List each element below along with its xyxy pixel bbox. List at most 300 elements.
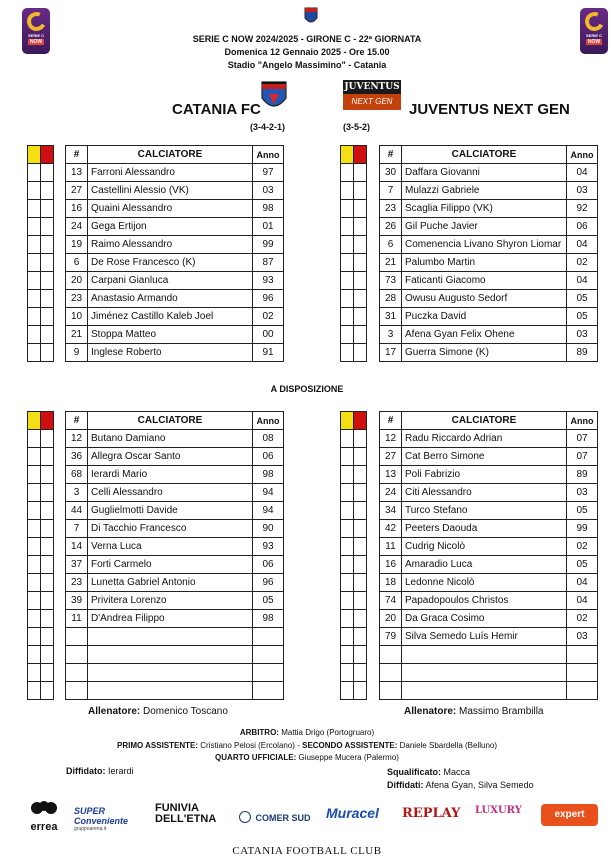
player-year: 07 [567, 430, 598, 448]
red-card-cell [354, 430, 367, 448]
red-card-cell [354, 610, 367, 628]
player-name: Butano Damiano [88, 430, 253, 448]
player-num: 23 [380, 200, 402, 218]
card-row [28, 502, 54, 520]
yellow-card-cell [28, 484, 41, 502]
table-row [66, 466, 284, 484]
player-year: 89 [567, 344, 598, 362]
player-name: Poli Fabrizio [402, 466, 567, 484]
red-card-cell [354, 326, 367, 344]
table-row [66, 218, 284, 236]
away-starters-table [379, 145, 598, 362]
player-name: Mulazzi Gabriele [402, 182, 567, 200]
player-year: 03 [567, 182, 598, 200]
player-name: Gega Ertijon [88, 218, 253, 236]
yellow-card-cell [28, 182, 41, 200]
card-row [341, 610, 367, 628]
card-row [341, 254, 367, 272]
yellow-card-cell [341, 484, 354, 502]
yellow-card-cell [28, 326, 41, 344]
red-card-cell [354, 200, 367, 218]
sponsor-comersud [239, 808, 310, 826]
player-num [380, 646, 402, 664]
assistant2-label: SECONDO ASSISTENTE: [302, 741, 398, 750]
card-row [28, 466, 54, 484]
player-num: 6 [66, 254, 88, 272]
assistant2-name: Daniele Sbardella (Belluno) [399, 741, 498, 750]
card-row [28, 682, 54, 700]
yellow-card-cell [28, 254, 41, 272]
red-card-header [41, 412, 54, 430]
player-num: 13 [66, 164, 88, 182]
card-row [28, 628, 54, 646]
player-year: 07 [567, 448, 598, 466]
card-row [28, 430, 54, 448]
player-year: 03 [567, 484, 598, 502]
yellow-card-cell [28, 308, 41, 326]
sponsor-replay: REPLAY [402, 806, 461, 821]
player-year: 04 [567, 164, 598, 182]
away-squalified [387, 767, 470, 777]
card-row [341, 556, 367, 574]
player-num: 7 [380, 182, 402, 200]
sponsor-sub: gruppoarena.it [74, 826, 107, 832]
red-card-cell [41, 182, 54, 200]
player-year: 96 [253, 290, 284, 308]
red-card-cell [354, 218, 367, 236]
table-row [380, 448, 598, 466]
next-gen-logo-text: NEXT GEN [351, 97, 393, 106]
red-card-cell [354, 236, 367, 254]
player-name: Cat Berro Simone [402, 448, 567, 466]
table-row [380, 466, 598, 484]
red-card-cell [41, 430, 54, 448]
player-num: 6 [380, 236, 402, 254]
header-year: Anno [567, 412, 598, 430]
player-year: 92 [567, 200, 598, 218]
card-row [341, 272, 367, 290]
player-year: 90 [253, 520, 284, 538]
player-num: 20 [380, 610, 402, 628]
red-card-cell [41, 646, 54, 664]
table-row [380, 556, 598, 574]
player-num: 13 [380, 466, 402, 484]
player-name: Afena Gyan Felix Ohene [402, 326, 567, 344]
card-row [28, 412, 54, 430]
player-num: 34 [380, 502, 402, 520]
table-row [380, 574, 598, 592]
player-year: 04 [567, 574, 598, 592]
table-row [66, 200, 284, 218]
player-year: 02 [567, 538, 598, 556]
yellow-card-header [28, 412, 41, 430]
red-card-cell [354, 290, 367, 308]
player-year: 06 [567, 218, 598, 236]
player-num: 68 [66, 466, 88, 484]
red-card-cell [41, 254, 54, 272]
table-row [380, 308, 598, 326]
yellow-card-cell [341, 664, 354, 682]
yellow-card-cell [28, 290, 41, 308]
yellow-card-cell [28, 344, 41, 362]
player-num [380, 682, 402, 700]
yellow-card-cell [341, 592, 354, 610]
sponsor-label: COMER SUD [255, 813, 311, 823]
card-row [341, 484, 367, 502]
player-year: 05 [567, 290, 598, 308]
sponsor-label: errea [30, 821, 58, 833]
player-name: Guerra Simone (K) [402, 344, 567, 362]
player-num: 30 [380, 164, 402, 182]
away-starters-cards [340, 145, 367, 362]
yellow-card-cell [28, 538, 41, 556]
diffidati-names: Ierardi [108, 766, 134, 776]
card-row [28, 308, 54, 326]
player-year [253, 682, 284, 700]
red-card-cell [41, 610, 54, 628]
yellow-card-cell [341, 218, 354, 236]
home-subs-table [65, 411, 284, 700]
red-card-cell [41, 236, 54, 254]
player-num [66, 646, 88, 664]
yellow-card-cell [341, 556, 354, 574]
red-card-cell [354, 592, 367, 610]
player-year: 06 [253, 448, 284, 466]
red-card-cell [354, 448, 367, 466]
c-ring-icon [582, 9, 606, 33]
table-row [380, 326, 598, 344]
table-row [66, 592, 284, 610]
card-row [341, 236, 367, 254]
coach-name: Domenico Toscano [143, 706, 228, 717]
player-name: Ledonne Nicolò [402, 574, 567, 592]
player-num: 74 [380, 592, 402, 610]
referee-label: ARBITRO: [239, 728, 279, 737]
red-card-cell [354, 164, 367, 182]
logo-text: SERIE C [585, 33, 602, 38]
player-year: 03 [567, 628, 598, 646]
card-row [341, 308, 367, 326]
fourth-official-line [0, 753, 614, 762]
table-row [66, 308, 284, 326]
red-card-cell [41, 484, 54, 502]
player-year: 99 [567, 520, 598, 538]
yellow-card-cell [341, 290, 354, 308]
player-num: 28 [380, 290, 402, 308]
player-name: Da Graca Cosimo [402, 610, 567, 628]
card-row [28, 146, 54, 164]
card-row [341, 182, 367, 200]
card-row [28, 592, 54, 610]
yellow-card-cell [341, 182, 354, 200]
table-row [380, 520, 598, 538]
yellow-card-cell [341, 254, 354, 272]
player-year: 98 [253, 466, 284, 484]
table-row [66, 344, 284, 362]
player-num: 39 [66, 592, 88, 610]
player-name [402, 664, 567, 682]
yellow-card-cell [341, 308, 354, 326]
player-year: 02 [567, 254, 598, 272]
player-year: 05 [567, 308, 598, 326]
sponsor-funivia: FUNIVIA DELL'ETNA [155, 802, 217, 825]
red-card-cell [41, 466, 54, 484]
table-row [380, 502, 598, 520]
player-name: Scaglia Filippo (VK) [402, 200, 567, 218]
card-row [28, 182, 54, 200]
header-num: # [66, 146, 88, 164]
yellow-card-cell [28, 236, 41, 254]
card-row [341, 574, 367, 592]
player-year: 03 [253, 182, 284, 200]
yellow-card-cell [341, 344, 354, 362]
player-name: Di Tacchio Francesco [88, 520, 253, 538]
logo-now: NOW [29, 39, 43, 45]
table-row [380, 646, 598, 664]
player-name: Gil Puche Javier [402, 218, 567, 236]
yellow-card-cell [341, 502, 354, 520]
player-num: 11 [66, 610, 88, 628]
card-row [341, 682, 367, 700]
card-row [341, 326, 367, 344]
player-year: 93 [253, 272, 284, 290]
player-num: 73 [380, 272, 402, 290]
player-num: 44 [66, 502, 88, 520]
table-row [66, 610, 284, 628]
card-row [341, 520, 367, 538]
yellow-card-cell [28, 448, 41, 466]
table-row [380, 200, 598, 218]
vw-logo-icon [239, 811, 251, 823]
red-card-cell [354, 628, 367, 646]
player-name: Raimo Alessandro [88, 236, 253, 254]
player-name: Citi Alessandro [402, 484, 567, 502]
player-num: 16 [380, 556, 402, 574]
player-year [567, 646, 598, 664]
card-row [28, 200, 54, 218]
red-card-cell [41, 592, 54, 610]
player-num: 36 [66, 448, 88, 466]
juve-logo-text: JUVENTUS [344, 82, 400, 92]
yellow-card-cell [341, 574, 354, 592]
yellow-card-cell [28, 664, 41, 682]
player-name: Celli Alessandro [88, 484, 253, 502]
yellow-card-cell [341, 610, 354, 628]
card-row [341, 430, 367, 448]
away-subs-cards [340, 411, 367, 700]
yellow-card-header [341, 146, 354, 164]
red-card-cell [354, 538, 367, 556]
table-header-row [66, 146, 284, 164]
red-card-cell [354, 502, 367, 520]
player-name: Castellini Alessio (VK) [88, 182, 253, 200]
player-year [253, 628, 284, 646]
player-name: Owusu Augusto Sedorf [402, 290, 567, 308]
player-name: Quaini Alessandro [88, 200, 253, 218]
table-header-row [380, 146, 598, 164]
player-name [402, 682, 567, 700]
card-row [28, 164, 54, 182]
table-row [66, 272, 284, 290]
player-num: 23 [66, 290, 88, 308]
player-year: 00 [253, 326, 284, 344]
player-num: 16 [66, 200, 88, 218]
player-name: Privitera Lorenzo [88, 592, 253, 610]
player-num: 21 [66, 326, 88, 344]
home-team-name: CATANIA FC [172, 101, 261, 118]
player-name: Inglese Roberto [88, 344, 253, 362]
table-row [380, 254, 598, 272]
yellow-card-cell [341, 538, 354, 556]
table-row [66, 254, 284, 272]
card-row [341, 344, 367, 362]
card-row [341, 538, 367, 556]
red-card-cell [354, 682, 367, 700]
table-row [380, 610, 598, 628]
away-team-name: JUVENTUS NEXT GEN [409, 101, 570, 118]
player-num [66, 664, 88, 682]
table-row [380, 218, 598, 236]
table-row [66, 484, 284, 502]
player-num: 23 [66, 574, 88, 592]
squalified-label: Squalificato: [387, 767, 442, 777]
player-year: 93 [253, 538, 284, 556]
player-name: Ierardi Mario [88, 466, 253, 484]
red-card-cell [41, 538, 54, 556]
player-year: 94 [253, 502, 284, 520]
player-num: 20 [66, 272, 88, 290]
player-num: 3 [66, 484, 88, 502]
yellow-card-cell [28, 272, 41, 290]
player-num: 19 [66, 236, 88, 254]
player-year: 02 [253, 308, 284, 326]
table-row [380, 236, 598, 254]
sponsor-superconveniente [74, 806, 144, 832]
player-num: 42 [380, 520, 402, 538]
table-row [380, 484, 598, 502]
player-num: 7 [66, 520, 88, 538]
player-name: Guglielmotti Davide [88, 502, 253, 520]
player-year: 05 [567, 502, 598, 520]
red-card-cell [41, 628, 54, 646]
card-row [28, 646, 54, 664]
player-year [253, 646, 284, 664]
red-card-cell [354, 664, 367, 682]
player-name: Papadopoulos Christos [402, 592, 567, 610]
player-name: Comenencia Livano Shyron Liomar [402, 236, 567, 254]
table-row [380, 628, 598, 646]
red-card-header [354, 412, 367, 430]
table-row [66, 538, 284, 556]
separator: - [297, 741, 300, 750]
red-card-cell [41, 344, 54, 362]
player-name [88, 646, 253, 664]
player-name: Verna Luca [88, 538, 253, 556]
player-num: 18 [380, 574, 402, 592]
player-year: 99 [253, 236, 284, 254]
player-name: Lunetta Gabriel Antonio [88, 574, 253, 592]
home-starters-table [65, 145, 284, 362]
player-name: De Rose Francesco (K) [88, 254, 253, 272]
card-row [341, 646, 367, 664]
player-name: Puczka David [402, 308, 567, 326]
logo-text: SERIE C [27, 33, 44, 38]
table-row [66, 164, 284, 182]
yellow-card-cell [28, 592, 41, 610]
fourth-label: QUARTO UFFICIALE: [215, 753, 297, 762]
header-player: CALCIATORE [402, 146, 567, 164]
player-num: 31 [380, 308, 402, 326]
date-line: Domenica 12 Gennaio 2025 - Ore 15.00 [224, 47, 390, 57]
yellow-card-cell [341, 628, 354, 646]
yellow-card-cell [341, 646, 354, 664]
yellow-card-cell [28, 466, 41, 484]
away-diffidati [387, 780, 534, 790]
red-card-cell [41, 574, 54, 592]
table-row [66, 664, 284, 682]
card-row [341, 592, 367, 610]
yellow-card-cell [341, 236, 354, 254]
yellow-card-cell [28, 556, 41, 574]
table-row [66, 628, 284, 646]
header-num: # [380, 146, 402, 164]
red-card-cell [41, 682, 54, 700]
player-year: 02 [567, 610, 598, 628]
assistants-line [0, 741, 614, 750]
card-row [28, 484, 54, 502]
table-header-row [380, 412, 598, 430]
yellow-card-cell [28, 646, 41, 664]
player-year: 98 [253, 200, 284, 218]
red-card-cell [354, 272, 367, 290]
card-row [28, 448, 54, 466]
red-card-cell [354, 254, 367, 272]
table-row [380, 344, 598, 362]
coach-name: Massimo Brambilla [459, 706, 544, 717]
player-year: 03 [567, 326, 598, 344]
player-name: Cudrig Nicolò [402, 538, 567, 556]
player-name: Forti Carmelo [88, 556, 253, 574]
player-year [253, 664, 284, 682]
player-year: 97 [253, 164, 284, 182]
table-row [66, 574, 284, 592]
player-num: 26 [380, 218, 402, 236]
referee-name: Mattia Drigo (Portogruaro) [281, 728, 375, 737]
card-row [341, 412, 367, 430]
player-name: Radu Riccardo Adrian [402, 430, 567, 448]
header-player: CALCIATORE [88, 412, 253, 430]
red-card-cell [354, 344, 367, 362]
player-year: 04 [567, 592, 598, 610]
card-row [341, 448, 367, 466]
header-year: Anno [567, 146, 598, 164]
player-num: 21 [380, 254, 402, 272]
red-card-cell [41, 308, 54, 326]
table-row [380, 430, 598, 448]
home-coach [88, 706, 228, 717]
table-row [380, 272, 598, 290]
table-row [66, 448, 284, 466]
player-name: Palumbo Martin [402, 254, 567, 272]
player-year: 05 [567, 556, 598, 574]
player-year [567, 682, 598, 700]
player-num: 3 [380, 326, 402, 344]
card-row [341, 164, 367, 182]
yellow-card-cell [341, 448, 354, 466]
assistant1-name: Cristiano Pelosi (Ercolano) [200, 741, 295, 750]
coach-label: Allenatore: [88, 706, 141, 717]
header-player: CALCIATORE [402, 412, 567, 430]
